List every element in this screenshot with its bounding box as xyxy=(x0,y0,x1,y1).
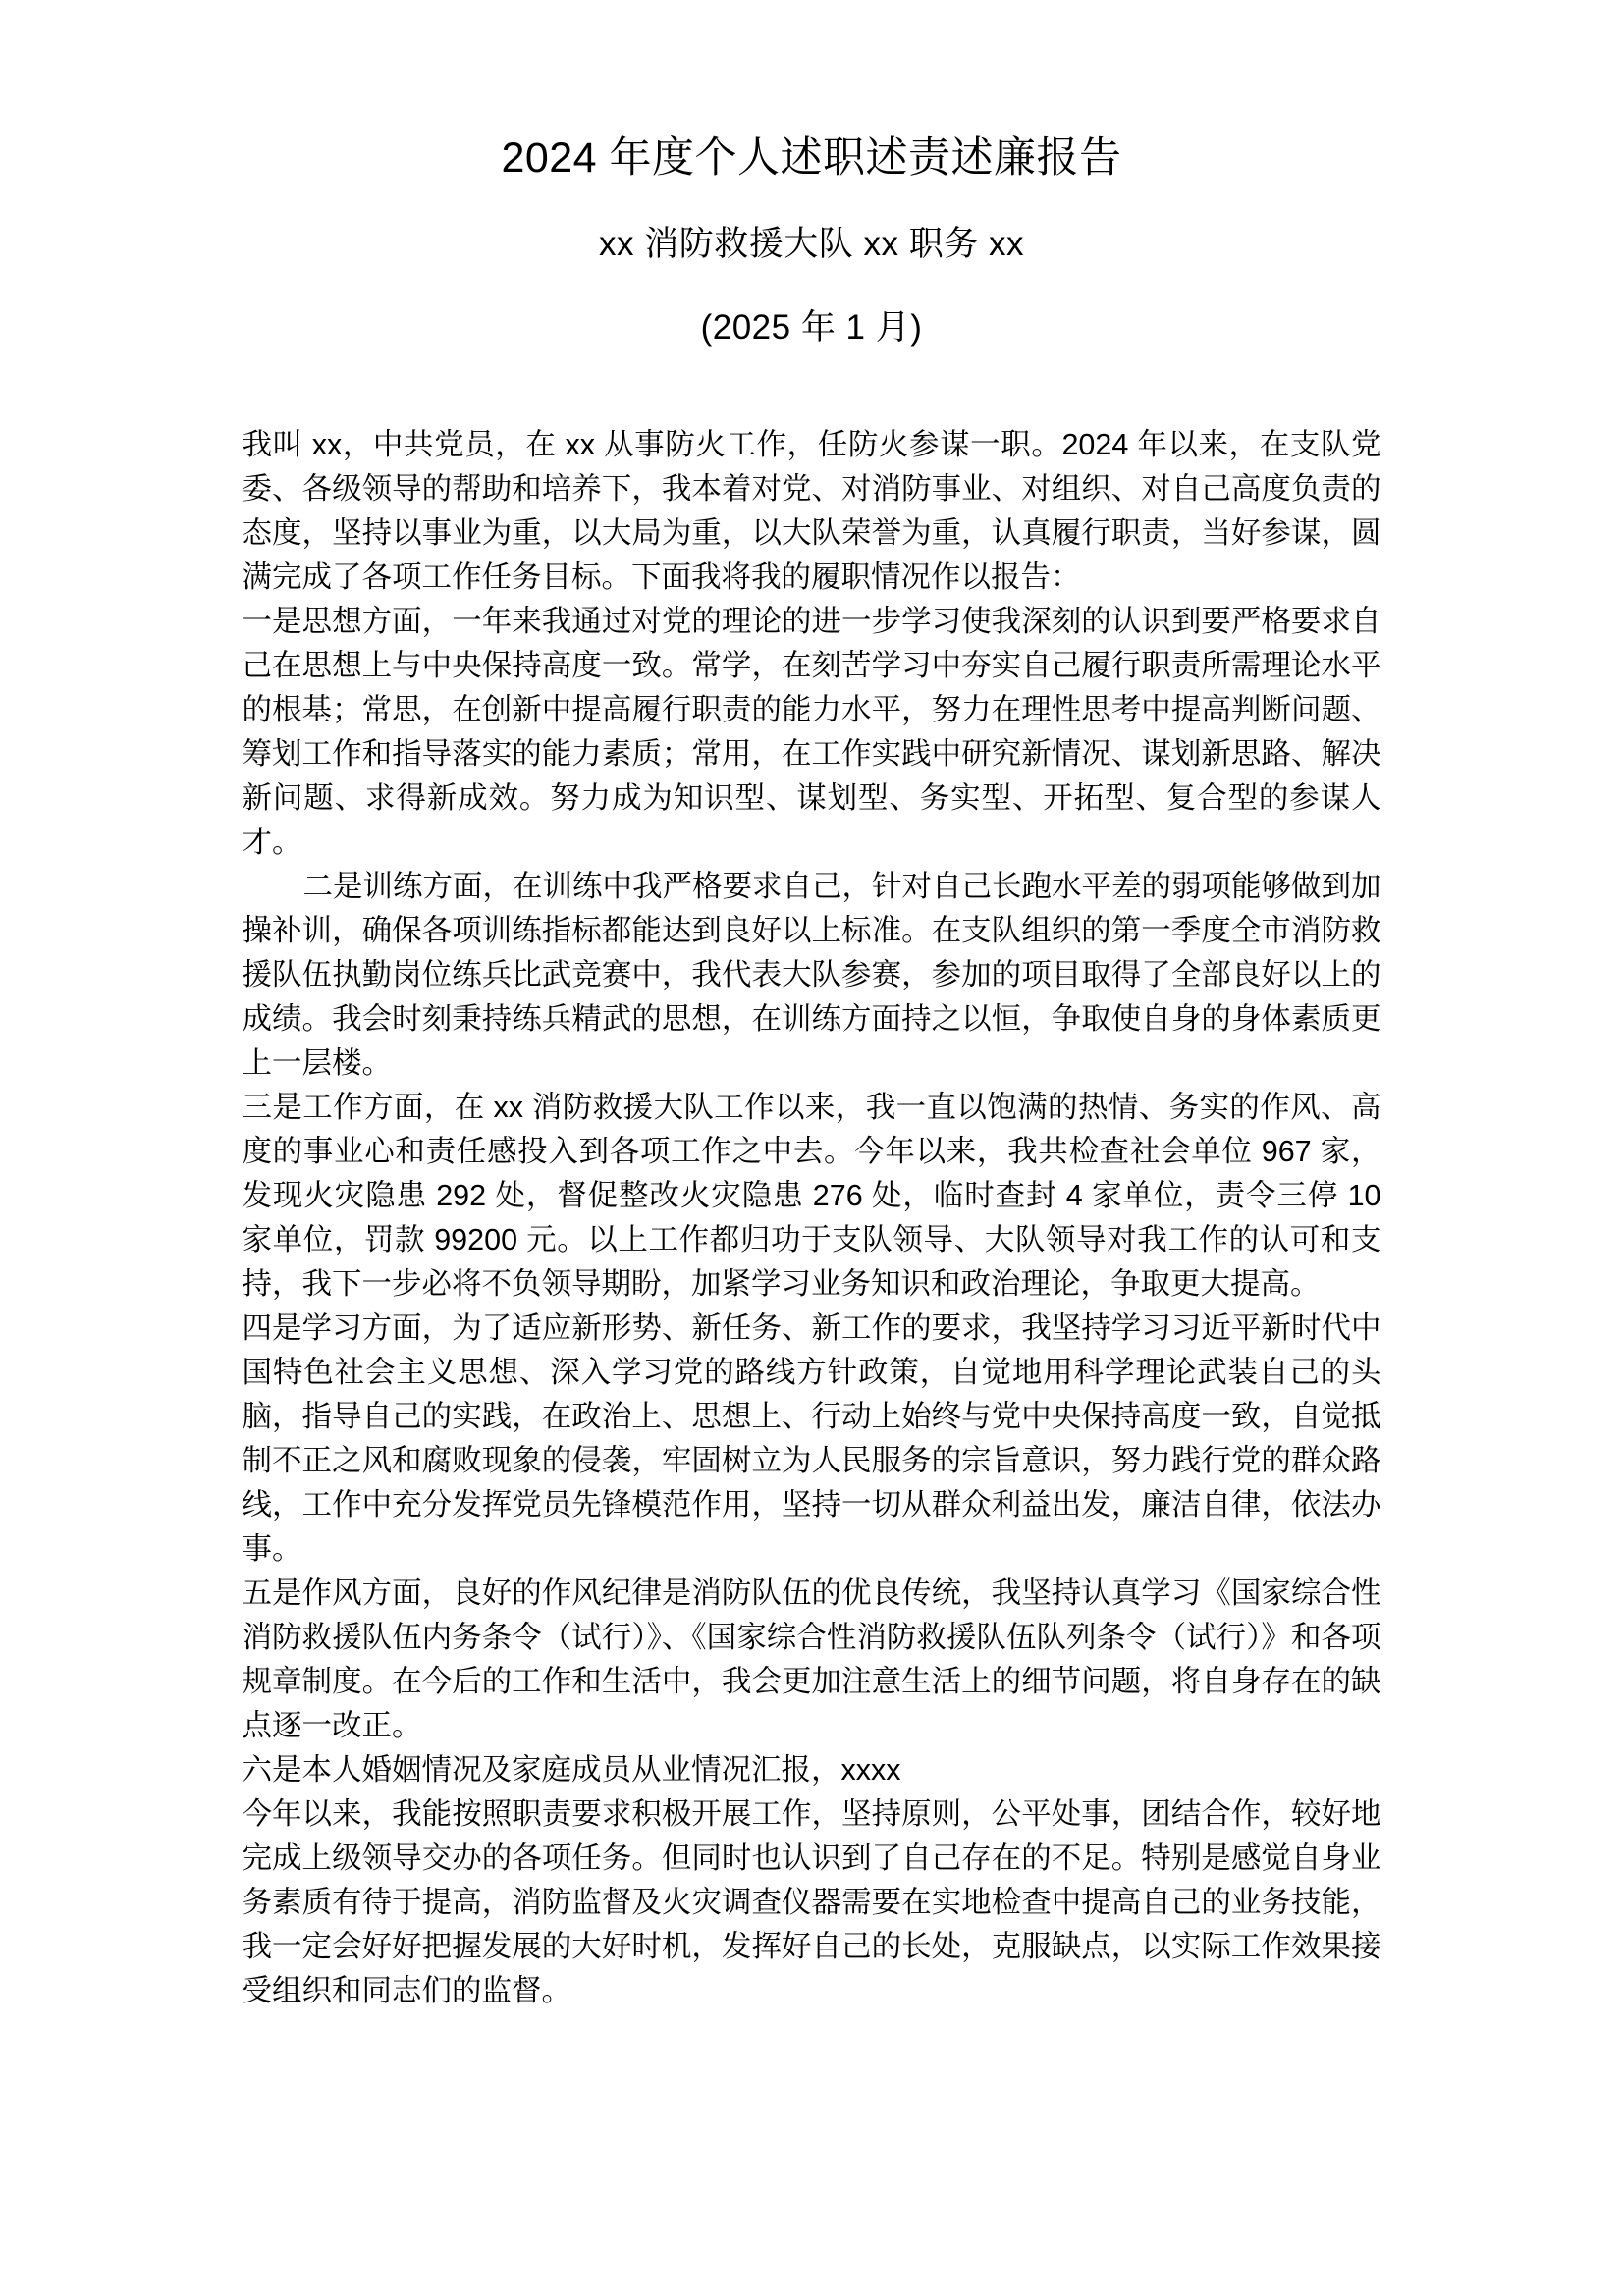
title-block xyxy=(0,0,1623,345)
paragraph-point-one-thought: 一是思想方面，一年来我通过对党的理论的进一步学习使我深刻的认识到要严格要求自己在思想上与中央保持高度一致。常学，在刻苦学习中夯实自己履行职责所需理论水平的根基；常思，在创新中提高履行职责的能力水平，努力在理性思考中提高判断问题、筹划工作和指导落实的能力素质；常用，在工作实践中研究新情况、谋划新思路、解决新问题、求得新成效。努力成为知识型、谋划型、务实型、开拓型、复合型的参谋人才。 xyxy=(242,605,1381,859)
paragraph-conclusion: 今年以来，我能按照职责要求积极开展工作，坚持原则，公平处事，团结合作，较好地完成上级领导交办的各项任务。但同时也认识到了自己存在的不足。特别是感觉自身业务素质有待于提高，消防监督及火灾调查仪器需要在实地检查中提高自己的业务技能，我一定会好好把握发展的大好时机，发挥好自己的长处，克服缺点，以实际工作效果接受组织和同志们的监督。 xyxy=(242,1797,1381,2007)
paragraph-point-three-work: 三是工作方面，在 xx 消防救援大队工作以来，我一直以饱满的热情、务实的作风、高度的事业心和责任感投入到各项工作之中去。今年以来，我共检查社会单位 967 家，发现火灾隐患 292 处，督促整改火灾隐患 276 处，临时查封 4 家单位，责令三停 10 家单位，罚款 99200 元。以上工作都归功于支队领导、大队领导对我工作的认可和支持，我下一步必将不负领导期盼，加紧学习业务知识和政治理论，争取更大提高。 xyxy=(242,1091,1381,1301)
page-title: 2024 年度个人述职述责述廉报告 xyxy=(501,134,1122,182)
paragraph-point-five-style: 五是作风方面，良好的作风纪律是消防队伍的优良传统，我坚持认真学习《国家综合性消防救援队伍内务条令（试行）》、《国家综合性消防救援队伍队列条令（试行）》和各项规章制度。在今后的工作和生活中，我会更加注意生活上的细节问题，将自身存在的缺点逐一改正。 xyxy=(242,1576,1381,1742)
paragraph-point-four-study: 四是学习方面，为了适应新形势、新任务、新工作的要求，我坚持学习习近平新时代中国特色社会主义思想、深入学习党的路线方针政策，自觉地用科学理论武装自己的头脑，指导自己的实践，在政治上、思想上、行动上始终与党中央保持高度一致，自觉抵制不正之风和腐败现象的侵袭，牢固树立为人民服务的宗旨意识，努力践行党的群众路线，工作中充分发挥党员先锋模范作用，坚持一切从群众利益出发，廉洁自律，依法办事。 xyxy=(242,1311,1381,1566)
paragraph-point-two-training: 二是训练方面，在训练中我严格要求自己，针对自己长跑水平差的弱项能够做到加操补训，确保各项训练指标都能达到良好以上标准。在支队组织的第一季度全市消防救援队伍执勤岗位练兵比武竞赛中，我代表大队参赛，参加的项目取得了全部良好以上的成绩。我会时刻秉持练兵精武的思想，在训练方面持之以恒，争取使自身的身体素质更上一层楼。 xyxy=(242,870,1381,1080)
document-date: (2025 年 1 月) xyxy=(700,308,923,347)
paragraph-point-six-family: 六是本人婚姻情况及家庭成员从业情况汇报，xxxx xyxy=(242,1753,901,1787)
document-body xyxy=(243,345,1381,2013)
document-subtitle: xx 消防救援大队 xx 职务 xx xyxy=(599,225,1024,263)
paragraph-intro: 我叫 xx，中共党员，在 xx 从事防火工作，任防火参谋一职。2024 年以来，在支队党委、各级领导的帮助和培养下，我本着对党、对消防事业、对组织、对自己高度负责的态度，坚持以事业为重，以大局为重，以大队荣誉为重，认真履行职责，当好参谋，圆满完成了各项工作任务目标。下面我将我的履职情况作以报告： xyxy=(242,428,1381,594)
